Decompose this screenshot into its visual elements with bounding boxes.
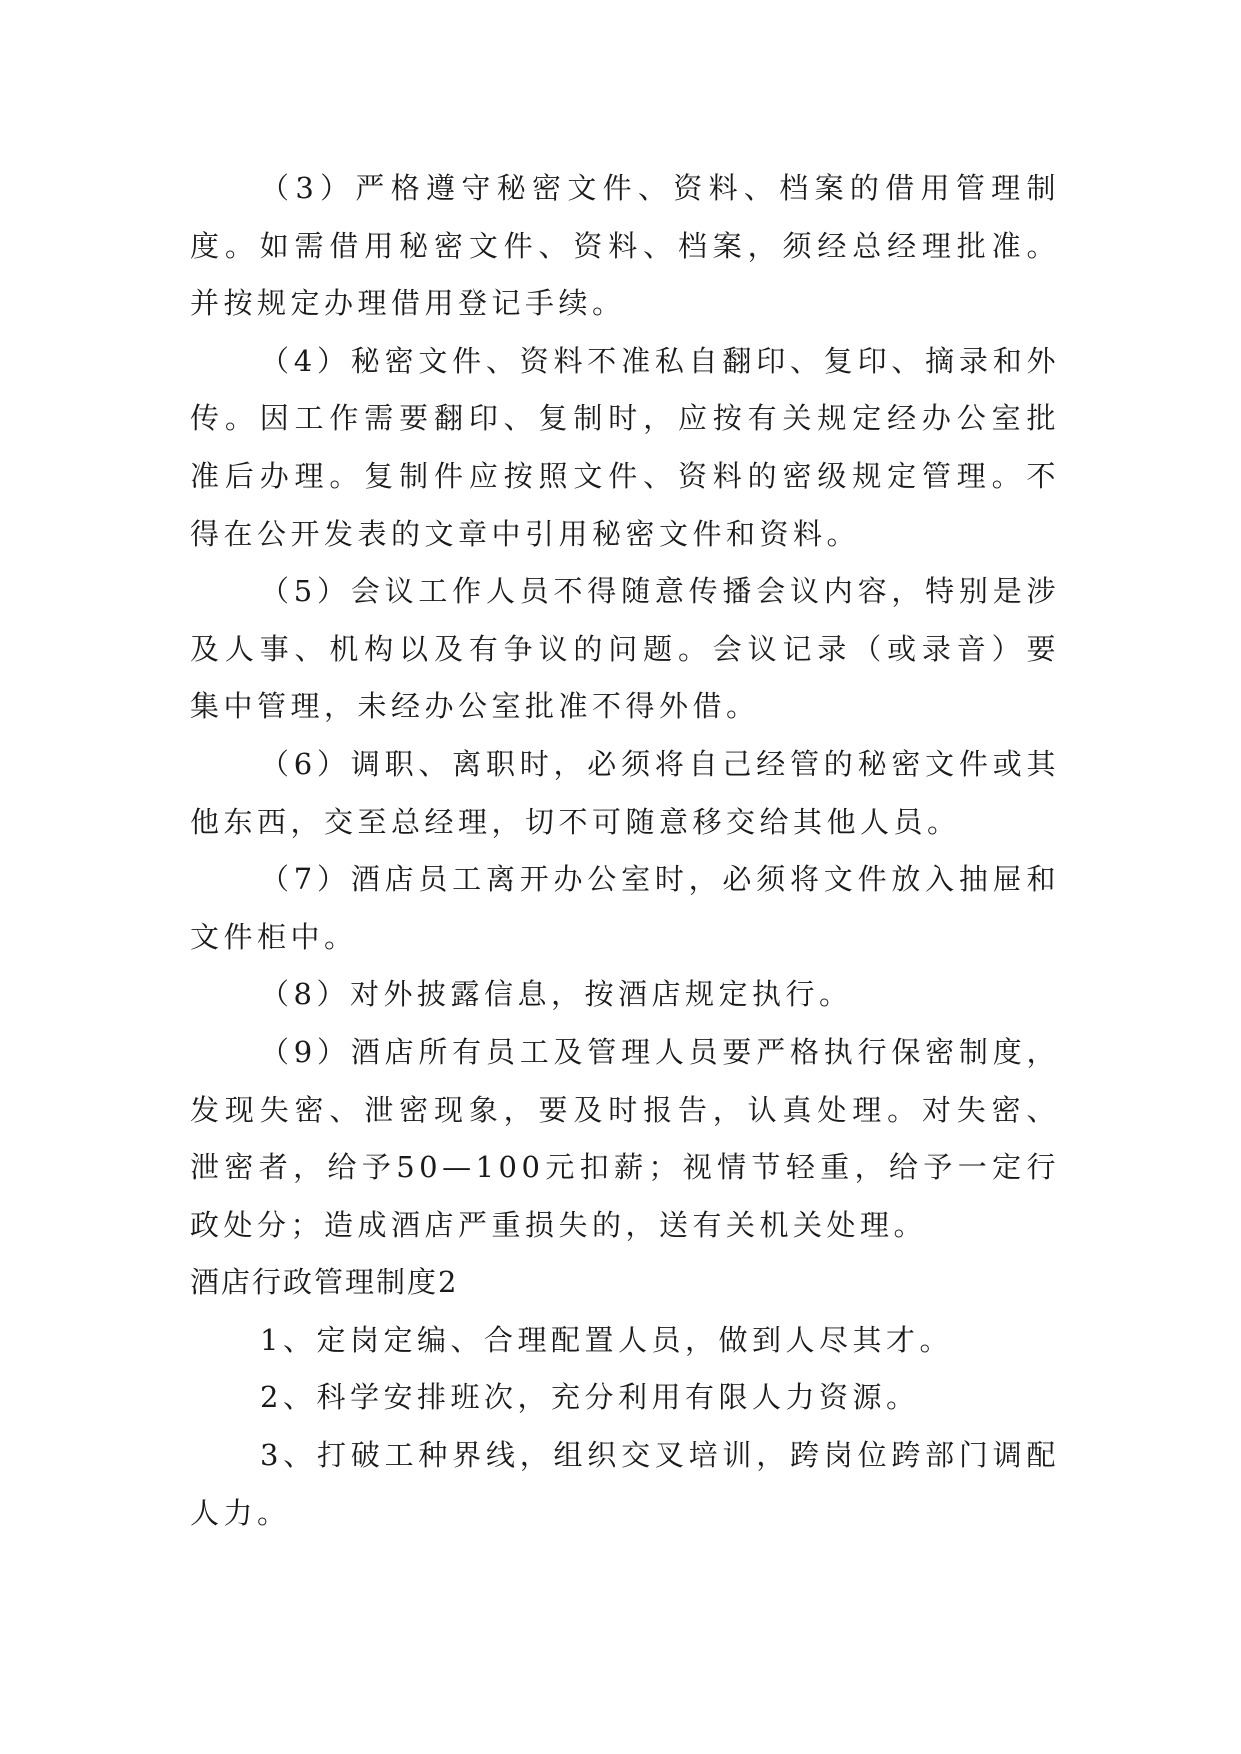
document-body: [190, 160, 1060, 1542]
paragraph-7: （7）酒店员工离开办公室时，必须将文件放入抽屉和文件柜中。: [190, 862, 1060, 954]
paragraph-9: （9）酒店所有员工及管理人员要严格执行保密制度，发现失密、泄密现象，要及时报告，认真处理。对失密、泄密者，给予50—100元扣薪；视情节轻重，给予一定行政处分；造成酒店严重损失的，送有关机关处理。: [190, 1034, 1060, 1242]
paragraph-6: （6）调职、离职时，必须将自己经管的秘密文件或其他东西，交至总经理，切不可随意移交给其他人员。: [190, 746, 1060, 839]
section-item-1: 1、定岗定编、合理配置人员，做到人尽其才。: [260, 1322, 953, 1357]
section-item-2: 2、科学安排班次，充分利用有限人力资源。: [260, 1380, 920, 1415]
section-item-3: 3、打破工种界线，组织交叉培训，跨岗位跨部门调配人力。: [190, 1438, 1060, 1530]
section-title: 酒店行政管理制度2: [190, 1265, 459, 1300]
paragraph-3: （3）严格遵守秘密文件、资料、档案的借用管理制度。如需借用秘密文件、资料、档案，须经总经理批准。并按规定办理借用登记手续。: [190, 171, 1060, 321]
paragraph-4: （4）秘密文件、资料不准私自翻印、复印、摘录和外传。因工作需要翻印、复制时，应按有关规定经办公室批准后办理。复制件应按照文件、资料的密级规定管理。不得在公开发表的文章中引用秘密文件和资料。: [190, 343, 1060, 551]
paragraph-8: （8）对外披露信息，按酒店规定执行。: [260, 977, 853, 1012]
paragraph-5: （5）会议工作人员不得随意传播会议内容，特别是涉及人事、机构以及有争议的问题。会议记录（或录音）要集中管理，未经办公室批准不得外借。: [190, 574, 1060, 724]
